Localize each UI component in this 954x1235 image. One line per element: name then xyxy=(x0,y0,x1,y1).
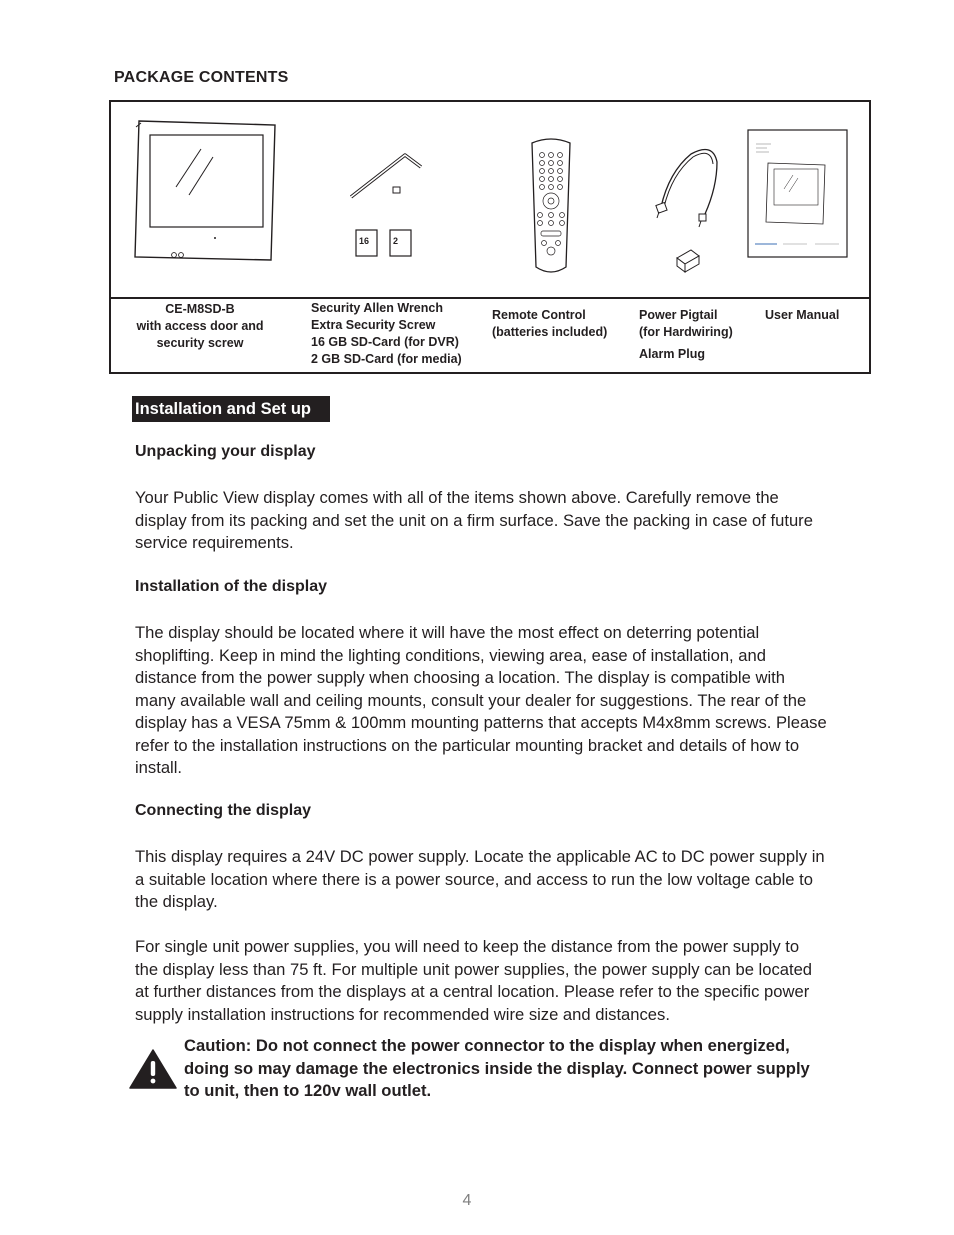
installation-paragraph: The display should be located where it will have the most effect on deterring potential shoplifting. Keep in mind the lighting conditions, viewing area, ease of installation, and distance from the power supply when choosing a location. The display is compatible with many available wall and ceiling mounts, consult your dealer for suggestions. The rear of the display has a VESA 75mm & 100mm mounting patterns that accepts M4x8mm screws. Please refer to the installation instructions on the particular mounting bracket and details of how to install. xyxy=(135,623,827,777)
connecting-heading: Connecting the display xyxy=(135,802,312,819)
alarm-plug-icon xyxy=(677,250,699,272)
unpacking-paragraph: Your Public View display comes with all of the items shown above. Carefully remove the display from its packing and set the unit on a firm surface. Save the packing in case of future service requirements. xyxy=(135,488,813,552)
display-monitor-icon xyxy=(131,117,281,262)
package-contents-divider xyxy=(111,297,869,299)
caption-alarm-plug: Alarm Plug xyxy=(639,347,705,361)
package-contents-title: PACKAGE CONTENTS xyxy=(114,69,289,86)
page-number: 4 xyxy=(462,1192,472,1209)
package-contents-box xyxy=(109,100,871,374)
connecting-paragraph-2: For single unit power supplies, you will need to keep the distance from the power supply to the display less than 75 ft. For multiple unit power supplies, the power supply can be located at further distances from the displays at a central location. Please refer to the specific power supply installation instructions for recommended wire size and distances. xyxy=(135,937,813,1024)
user-manual-icon xyxy=(747,129,849,259)
installation-heading: Installation of the display xyxy=(135,578,328,595)
unpacking-heading: Unpacking your display xyxy=(135,443,316,460)
remote-control-icon xyxy=(526,135,576,280)
allen-wrench-and-sd-cards-icon xyxy=(343,147,433,262)
sd-card-16-label: 16 xyxy=(359,236,370,246)
caption-manual: User Manual xyxy=(765,308,840,322)
power-pigtail-icon xyxy=(651,142,726,277)
warning-triangle-icon xyxy=(129,1049,177,1089)
caption-wrench-and-cards: Security Allen Wrench Extra Security Screw 16 GB SD-Card (for DVR) 2 GB SD-Card (for media) xyxy=(311,301,462,366)
caption-pigtail: Power Pigtail (for Hardwiring) Alarm Plug xyxy=(639,308,733,361)
caption-remote: Remote Control (batteries included) xyxy=(492,308,608,339)
caption-display: CE-M8SD-B with access door and security screw xyxy=(136,302,264,350)
section-title-banner: Installation and Set up xyxy=(132,396,330,422)
caution-text: Caution: Do not connect the power connector to the display when energized, doing so may damage the electronics inside the display. Connect power supply to unit, then to 120v wall outlet. xyxy=(184,1036,810,1100)
connecting-paragraph-1: This display requires a 24V DC power supply. Locate the applicable AC to DC power supply in a suitable location where there is a power source, and access to run the low voltage cable to the display. xyxy=(135,847,825,911)
sd-card-2-label: 2 xyxy=(393,236,399,246)
